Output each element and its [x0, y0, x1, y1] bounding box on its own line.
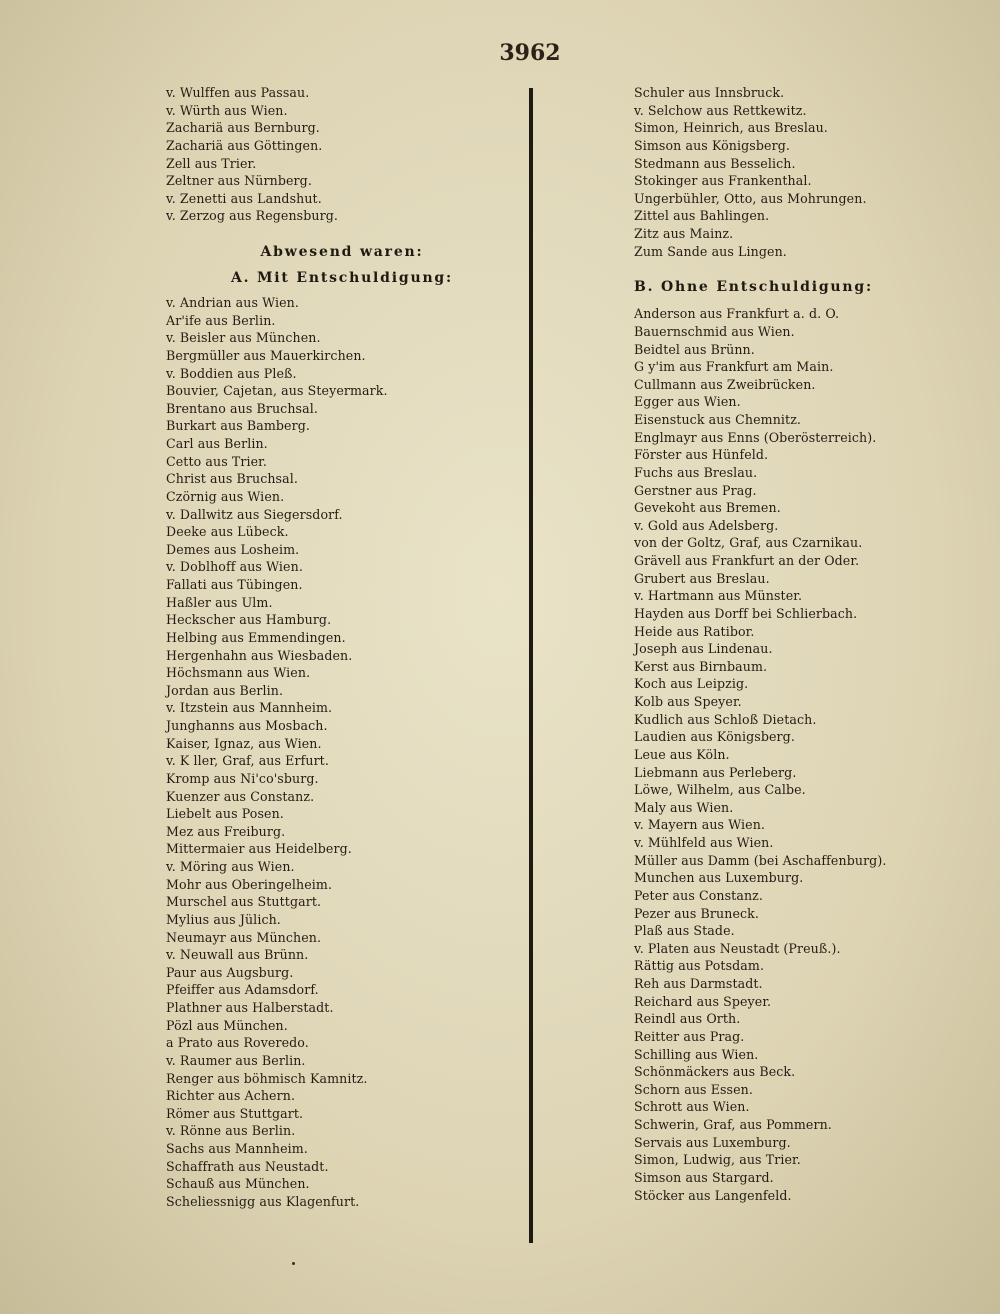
list-item: v. Möring aus Wien.: [166, 859, 295, 874]
list-item: Paur aus Augsburg.: [166, 964, 294, 980]
list-item: Fuchs aus Breslau.: [634, 464, 758, 480]
right-list-top: [634, 84, 944, 260]
list-item: Pözl aus München.: [166, 1017, 288, 1033]
list-item: Kaiser, Ignaz, aus Wien.: [166, 735, 322, 751]
list-item: Anderson aus Frankfurt a. d. O.: [634, 306, 840, 322]
list-item: Ar'ife aus Berlin.: [166, 312, 276, 328]
list-item: Pfeiffer aus Adamsdorf.: [166, 982, 319, 998]
list-item: Scheliessnigg aus Klagenfurt.: [166, 1193, 360, 1209]
list-item: Schauß aus München.: [166, 1176, 310, 1192]
list-item: Brentano aus Bruchsal.: [166, 400, 318, 416]
list-item: Christ aus Bruchsal.: [166, 471, 298, 487]
list-item: Grubert aus Breslau.: [634, 570, 770, 586]
list-item: Bauernschmid aus Wien.: [634, 323, 795, 339]
list-item: Kromp aus Ni'co'sburg.: [166, 770, 319, 786]
list-item: Plaß aus Stade.: [634, 923, 735, 939]
list-item: Haßler aus Ulm.: [166, 594, 273, 610]
list-item: v. Andrian aus Wien.: [166, 295, 299, 310]
list-item: Zitz aus Mainz.: [634, 226, 734, 241]
list-item: Gevekoht aus Bremen.: [634, 500, 781, 516]
list-item: Mittermaier aus Heidelberg.: [166, 841, 352, 857]
list-item: Leue aus Köln.: [634, 746, 730, 762]
list-item: Junghanns aus Mosbach.: [166, 718, 328, 733]
list-item: von der Goltz, Graf, aus Czarnikau.: [634, 535, 863, 551]
list-item: Schaffrath aus Neustadt.: [166, 1158, 329, 1174]
list-item: Reindl aus Orth.: [634, 1011, 741, 1027]
list-item: Pezer aus Bruneck.: [634, 905, 759, 921]
list-item: Beidtel aus Brünn.: [634, 341, 755, 357]
list-item: Zachariä aus Bernburg.: [166, 120, 320, 136]
list-item: Murschel aus Stuttgart.: [166, 894, 322, 910]
list-item: Heckscher aus Hamburg.: [166, 612, 332, 628]
list-item: Grävell aus Frankfurt an der Oder.: [634, 553, 860, 568]
list-item: Czörnig aus Wien.: [166, 488, 285, 504]
list-item: Mylius aus Jülich.: [166, 911, 281, 927]
list-item: Laudien aus Königsberg.: [634, 729, 795, 745]
list-item: Deeke aus Lübeck.: [166, 524, 289, 540]
list-item: Römer aus Stuttgart.: [166, 1105, 304, 1121]
list-item: Renger aus böhmisch Kamnitz.: [166, 1070, 368, 1086]
list-item: G y'im aus Frankfurt am Main.: [634, 359, 834, 375]
list-item: Kerst aus Birnbaum.: [634, 658, 768, 674]
list-item: Rättig aus Potsdam.: [634, 958, 765, 974]
list-item: v. Selchow aus Rettkewitz.: [634, 102, 807, 118]
list-item: v. Doblhoff aus Wien.: [166, 559, 303, 575]
list-item: Bergmüller aus Mauerkirchen.: [166, 347, 366, 363]
list-item: Munchen aus Luxemburg.: [634, 870, 804, 886]
list-item: Löwe, Wilhelm, aus Calbe.: [634, 782, 806, 798]
left-list-excused: [166, 294, 518, 1211]
list-item: v. Beisler aus München.: [166, 330, 321, 346]
list-item: v. Gold aus Adelsberg.: [634, 517, 779, 533]
list-item: Schrott aus Wien.: [634, 1099, 750, 1115]
list-item: Zachariä aus Göttingen.: [166, 137, 323, 153]
list-item: Reh aus Darmstadt.: [634, 976, 763, 991]
list-item: Schilling aus Wien.: [634, 1046, 759, 1062]
heading-absent: Abwesend waren:: [260, 244, 424, 260]
list-item: Eisenstuck aus Chemnitz.: [634, 412, 802, 427]
list-item: Simson aus Stargard.: [634, 1169, 774, 1185]
list-item: Peter aus Constanz.: [634, 887, 763, 903]
list-item: Liebelt aus Posen.: [166, 806, 284, 822]
list-item: Stedmann aus Besselich.: [634, 155, 796, 171]
list-item: Simon, Ludwig, aus Trier.: [634, 1152, 801, 1168]
list-item: Demes aus Losheim.: [166, 541, 300, 557]
list-item: v. Zerzog aus Regensburg.: [166, 208, 338, 224]
list-item: Englmayr aus Enns (Oberösterreich).: [634, 429, 877, 445]
left-column: [166, 84, 518, 1211]
list-item: Schorn aus Essen.: [634, 1081, 753, 1097]
list-item: Stöcker aus Langenfeld.: [634, 1187, 792, 1203]
list-item: v. Zenetti aus Landshut.: [166, 190, 322, 206]
list-item: Simson aus Königsberg.: [634, 137, 790, 153]
page-number: 3962: [499, 40, 561, 66]
list-item: Cullmann aus Zweibrücken.: [634, 376, 816, 392]
list-item: v. Raumer aus Berlin.: [166, 1052, 306, 1068]
list-item: v. K ller, Graf, aus Erfurt.: [166, 753, 329, 769]
list-item: Neumayr aus München.: [166, 929, 322, 945]
list-item: Liebmann aus Perleberg.: [634, 764, 797, 780]
list-item: Koch aus Leipzig.: [634, 676, 749, 692]
list-item: Reichard aus Speyer.: [634, 993, 772, 1009]
list-item: Joseph aus Lindenau.: [634, 641, 773, 657]
list-item: Zell aus Trier.: [166, 155, 257, 171]
list-item: Kudlich aus Schloß Dietach.: [634, 711, 817, 727]
list-item: Heide aus Ratibor.: [634, 623, 755, 639]
ink-speck: [292, 1262, 295, 1265]
list-item: Mohr aus Oberingelheim.: [166, 876, 333, 892]
list-item: Reitter aus Prag.: [634, 1028, 745, 1044]
column-divider: [529, 88, 533, 1243]
list-item: Mez aus Freiburg.: [166, 823, 286, 839]
list-item: Simon, Heinrich, aus Breslau.: [634, 120, 828, 136]
list-item: v. Itzstein aus Mannheim.: [166, 700, 333, 716]
list-item: Hayden aus Dorff bei Schlierbach.: [634, 605, 858, 621]
list-item: Burkart aus Bamberg.: [166, 418, 310, 434]
list-item: Fallati aus Tübingen.: [166, 577, 303, 592]
list-item: Bouvier, Cajetan, aus Steyermark.: [166, 383, 388, 399]
left-list-top: [166, 84, 518, 225]
list-item: Richter aus Achern.: [166, 1088, 296, 1104]
list-item: Schönmäckers aus Beck.: [634, 1064, 796, 1080]
list-item: Egger aus Wien.: [634, 394, 741, 410]
list-item: v. Neuwall aus Brünn.: [166, 947, 309, 963]
list-item: Hergenhahn aus Wiesbaden.: [166, 647, 353, 663]
right-list-unexcused: [634, 305, 944, 1204]
list-item: Maly aus Wien.: [634, 799, 734, 815]
list-item: Sachs aus Mannheim.: [166, 1141, 308, 1156]
list-item: a Prato aus Roveredo.: [166, 1035, 309, 1051]
list-item: v. Hartmann aus Münster.: [634, 588, 803, 604]
list-item: Stokinger aus Frankenthal.: [634, 173, 812, 189]
list-item: v. Platen aus Neustadt (Preuß.).: [634, 940, 841, 956]
list-item: Zum Sande aus Lingen.: [634, 243, 787, 259]
list-item: Jordan aus Berlin.: [166, 682, 284, 698]
list-item: Schwerin, Graf, aus Pommern.: [634, 1117, 832, 1132]
list-item: Förster aus Hünfeld.: [634, 447, 769, 463]
list-item: Cetto aus Trier.: [166, 453, 268, 469]
heading-excused: A. Mit Entschuldigung:: [231, 270, 453, 286]
list-item: Zeltner aus Nürnberg.: [166, 173, 312, 189]
list-item: v. Dallwitz aus Siegersdorf.: [166, 506, 343, 522]
list-item: Kolb aus Speyer.: [634, 694, 742, 709]
list-item: Gerstner aus Prag.: [634, 482, 757, 498]
list-item: Ungerbühler, Otto, aus Mohrungen.: [634, 190, 867, 206]
list-item: Zittel aus Bahlingen.: [634, 208, 770, 224]
list-item: v. Rönne aus Berlin.: [166, 1123, 296, 1139]
list-item: Schuler aus Innsbruck.: [634, 85, 785, 100]
list-item: Plathner aus Halberstadt.: [166, 1000, 334, 1015]
list-item: Servais aus Luxemburg.: [634, 1134, 791, 1150]
list-item: Carl aus Berlin.: [166, 436, 268, 451]
list-item: Kuenzer aus Constanz.: [166, 788, 315, 804]
list-item: v. Mayern aus Wien.: [634, 817, 766, 833]
list-item: v. Mühlfeld aus Wien.: [634, 835, 774, 850]
list-item: Helbing aus Emmendingen.: [166, 629, 346, 645]
right-column: [634, 84, 944, 1204]
list-item: v. Boddien aus Pleß.: [166, 365, 297, 381]
heading-unexcused: B. Ohne Entschuldigung:: [634, 279, 873, 296]
list-item: v. Würth aus Wien.: [166, 102, 288, 118]
list-item: Müller aus Damm (bei Aschaffenburg).: [634, 852, 887, 868]
list-item: v. Wulffen aus Passau.: [166, 85, 310, 100]
list-item: Höchsmann aus Wien.: [166, 665, 311, 681]
